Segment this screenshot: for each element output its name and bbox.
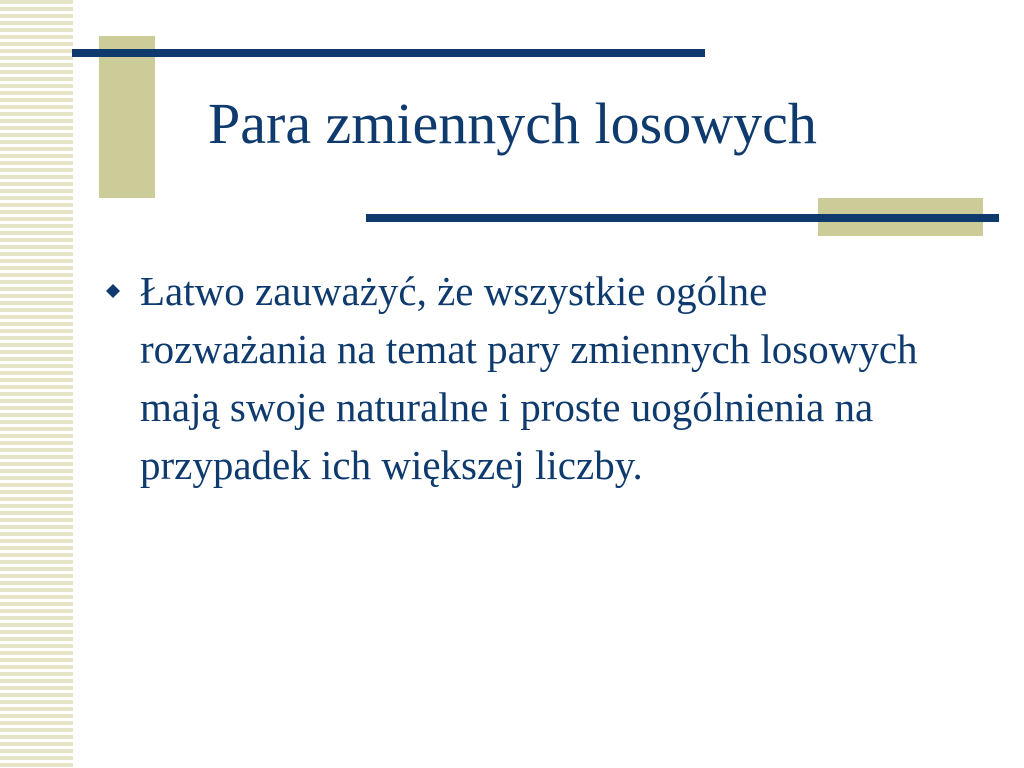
diamond-bullet-icon: [106, 284, 120, 298]
title-rule-bottom: [366, 214, 999, 222]
bullet-text: Łatwo zauważyć, że wszystkie ogólne rozważania na temat pary zmiennych losowych mają swoje naturalne i proste uogólnienia na przypadek ich większej liczby.: [140, 268, 918, 488]
bullet-item: [100, 262, 960, 494]
bullet-list: [100, 262, 960, 494]
slide-title: Para zmiennych losowych: [208, 91, 817, 156]
left-striped-band: [0, 0, 73, 768]
title-rule-top: [72, 49, 705, 57]
accent-block-top: [99, 36, 155, 198]
